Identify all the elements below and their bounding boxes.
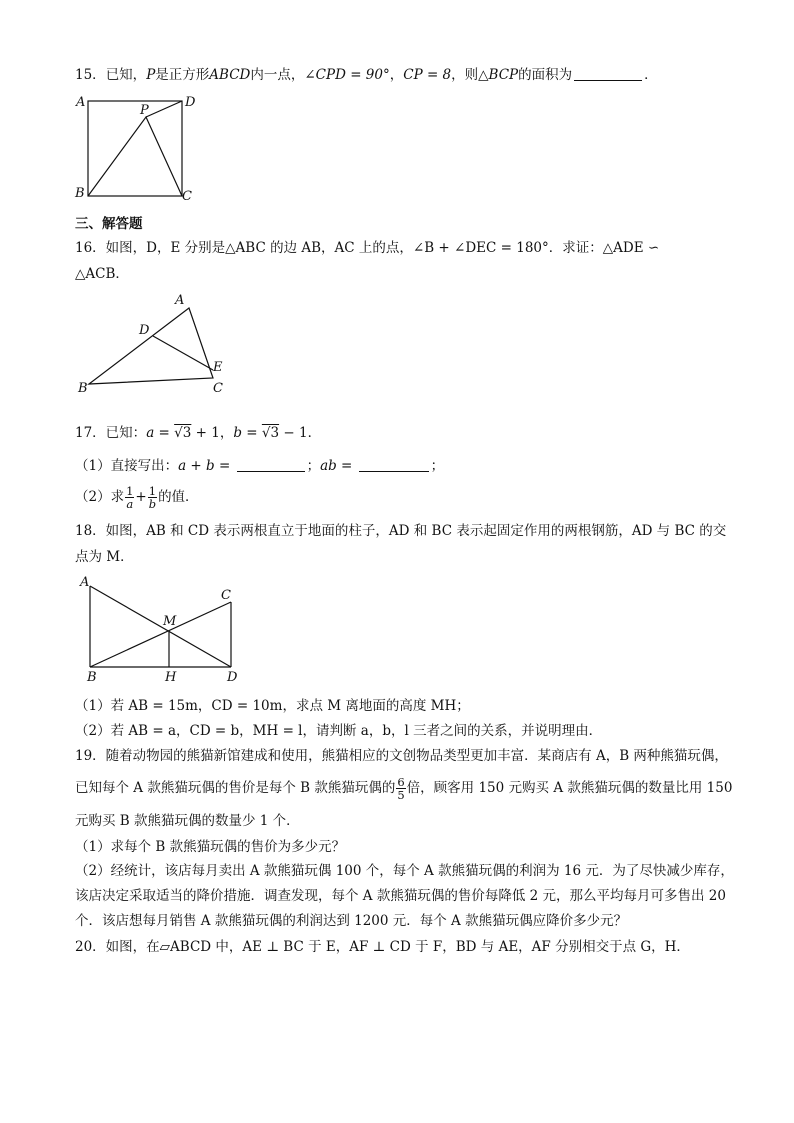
q15-label-a: A xyxy=(76,95,86,110)
q19-part2-line1: （2）经统计，该店每月卖出 A 款熊猫玩偶 100 个，每个 A 款熊猫玩偶的利润为 16 元．为了尽快减少库存， xyxy=(75,863,734,879)
q18-line1: 18．如图，AB 和 CD 表示两根直立于地面的柱子，AD 和 BC 表示起固定作用的两根钢筋，AD 与 BC 的交 xyxy=(75,523,727,539)
q15-statement: 15．已知，P是正方形ABCD内一点，∠CPD = 90°，CP = 8，则△BCP的面积为 ． xyxy=(75,67,658,83)
q18-part1: （1）若 AB = 15m，CD = 10m，求点 M 离地面的高度 MH； xyxy=(75,698,470,714)
q19-line3: 元购买 B 款熊猫玩偶的数量少 1 个． xyxy=(75,813,300,829)
q19-line1: 19．随着动物园的熊猫新馆建成和使用，熊猫相应的文创物品类型更加丰富．某商店有 A，B 两种熊猫玩偶， xyxy=(75,748,728,764)
q20-line1: 20．如图，在▱ABCD 中，AE ⊥ BC 于 E，AF ⊥ CD 于 F，BD 与 AE，AF 分别相交于点 G，H． xyxy=(75,939,690,955)
q18-label-b: B xyxy=(87,670,97,685)
q17-fraction-1-over-a: $\frac{1}{a}$ xyxy=(126,484,134,511)
q16-line1: 16．如图，D，E 分别是△ABC 的边 AB，AC 上的点，∠B + ∠DEC = 180°．求证：△ADE ∽ xyxy=(75,240,660,256)
q18-label-m: M xyxy=(163,614,177,629)
q16-label-e: E xyxy=(213,360,223,375)
q18-label-d: D xyxy=(227,670,238,685)
q17-part2: （2）求 $\frac{1}{a}$ + $\frac{1}{b}$ 的值． xyxy=(75,484,199,511)
q19-fraction-six-fifths: $\frac{6}{5}$ xyxy=(397,775,405,802)
q15-label-c: C xyxy=(182,189,192,204)
section-title: 三、解答题 xyxy=(75,216,143,232)
q16-figure-triangle xyxy=(75,292,235,402)
q16-label-d: D xyxy=(139,323,150,338)
q19-part1: （1）求每个 B 款熊猫玩偶的售价为多少元？ xyxy=(75,839,346,855)
q18-label-h: H xyxy=(165,670,177,685)
q16-line2: △ACB． xyxy=(75,266,129,282)
q15-answer-blank[interactable] xyxy=(574,66,642,81)
q16-label-b: B xyxy=(78,381,88,396)
q18-part2: （2）若 AB = a，CD = b，MH = l，请判断 a，b，l 三者之间的关系，并说明理由． xyxy=(75,723,603,739)
q17-product-blank[interactable] xyxy=(359,457,429,472)
q19-line2: 已知每个 A 款熊猫玩偶的售价是每个 B 款熊猫玩偶的 $\frac{6}{5}$ 倍，顾客用 150 元购买 A 款熊猫玩偶的数量比用 150 xyxy=(75,775,733,802)
q19-part2-line2: 该店决定采取适当的降价措施．调查发现，每个 A 款熊猫玩偶的售价每降低 2 元，那么平均每月可多售出 20 xyxy=(75,888,726,904)
q15-label-d: D xyxy=(185,95,196,110)
q17-fraction-1-over-b: $\frac{1}{b}$ xyxy=(148,484,157,511)
q17-sum-blank[interactable] xyxy=(237,457,305,472)
q18-label-c: C xyxy=(221,588,231,603)
q15-label-b: B xyxy=(75,186,85,201)
q16-label-c: C xyxy=(213,381,223,396)
q17-part1: （1）直接写出：a + b = ；ab = ； xyxy=(75,458,445,474)
q18-label-a: A xyxy=(80,575,90,590)
q16-label-a: A xyxy=(175,293,185,308)
q17-statement: 17．已知：a = √3 + 1，b = √3 − 1． xyxy=(75,425,322,441)
q18-line2: 点为 M． xyxy=(75,549,134,565)
q15-figure-square xyxy=(70,92,200,204)
q15-label-p: P xyxy=(140,103,149,118)
q18-figure-pillars xyxy=(75,574,250,686)
q19-part2-line3: 个．该店想每月销售 A 款熊猫玩偶的利润达到 1200 元．每个 A 款熊猫玩偶应降价多少元？ xyxy=(75,913,628,929)
